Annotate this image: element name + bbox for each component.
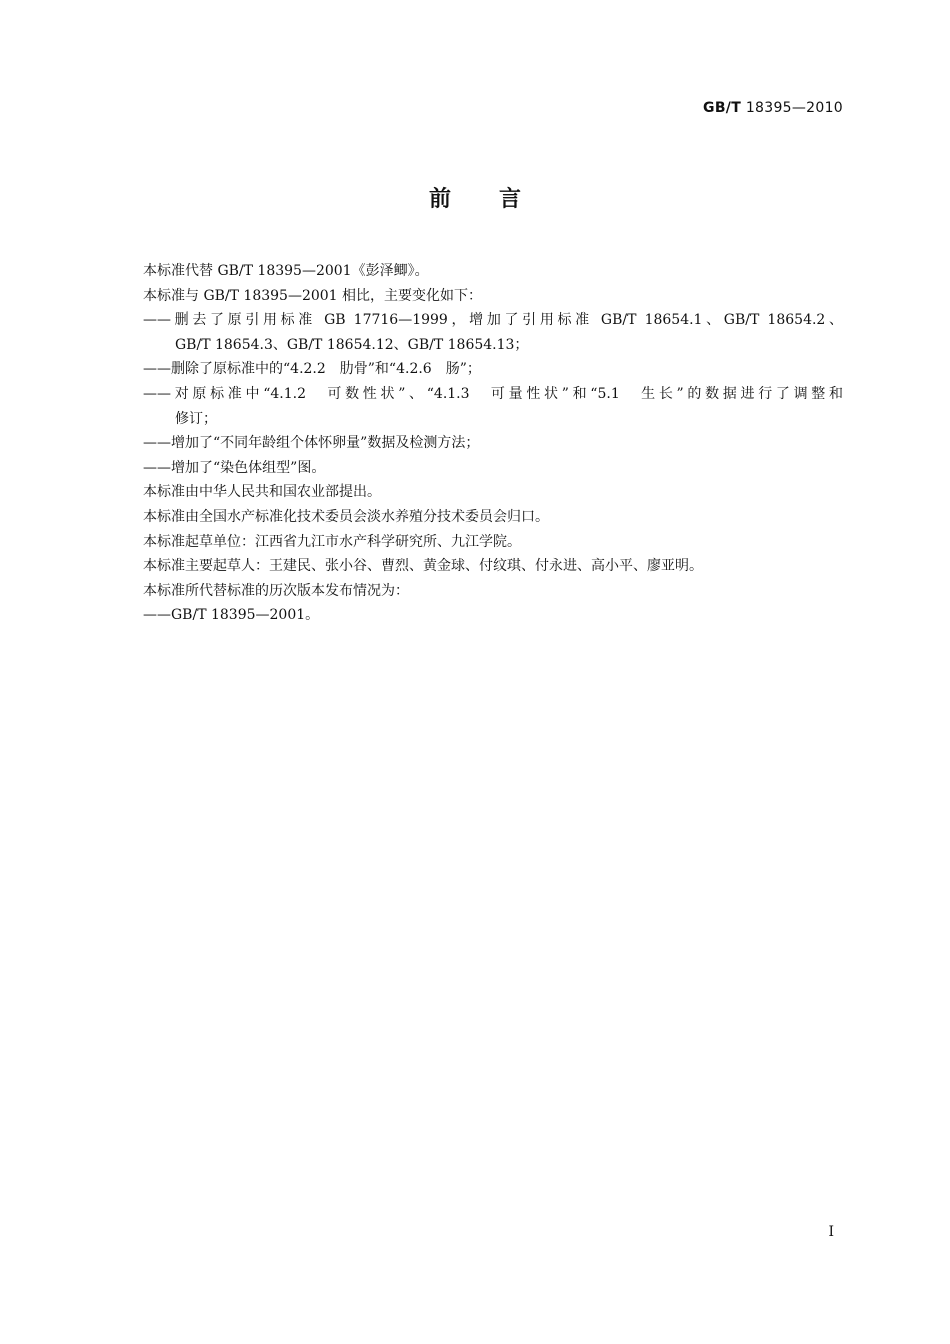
text-line: 本标准代替 GB/T 18395—2001《彭泽鲫》。: [143, 263, 429, 279]
foreword-body: [143, 259, 843, 628]
text-line: ——GB/T 18395—2001。: [143, 607, 320, 624]
text-line: ——删除了原标准中的“4.2.2 肋骨”和“4.2.6 肠”；: [143, 361, 481, 378]
text-line: ——增加了“不同年龄组个体怀卵量”数据及检测方法；: [143, 435, 480, 452]
page-number: I: [828, 1224, 834, 1240]
text-line: ——对原标准中“4.1.2 可数性状”、“4.1.3 可量性状”和“5.1 生长”的数据进行了调整和: [143, 385, 843, 402]
text-line: 本标准与 GB/T 18395—2001 相比，主要变化如下：: [143, 287, 483, 304]
text-line: 本标准所代替标准的历次版本发布情况为：: [143, 582, 409, 599]
text-line: GB/T 18654.3、GB/T 18654.12、GB/T 18654.13；: [175, 336, 529, 353]
text-line: 本标准主要起草人：王建民、张小谷、曹烈、黄金球、付纹琪、付永进、高小平、廖亚明。: [143, 558, 703, 575]
standard-code: [703, 100, 843, 116]
standard-prefix: GB/T: [703, 100, 742, 116]
text-line: 本标准起草单位：江西省九江市水产科学研究所、九江学院。: [143, 533, 521, 550]
standard-number: 18395—2010: [745, 100, 843, 116]
text-line: 本标准由全国水产标准化技术委员会淡水养殖分技术委员会归口。: [143, 508, 549, 525]
text-line: 本标准由中华人民共和国农业部提出。: [143, 484, 381, 501]
text-line: ——删去了原引用标准 GB 17716—1999，增加了引用标准 GB/T 18654.1、GB/T 18654.2、: [143, 312, 843, 329]
text-line: ——增加了“染色体组型”图。: [143, 459, 326, 476]
section-title: 前言: [428, 187, 569, 212]
text-line: 修订；: [175, 410, 217, 427]
